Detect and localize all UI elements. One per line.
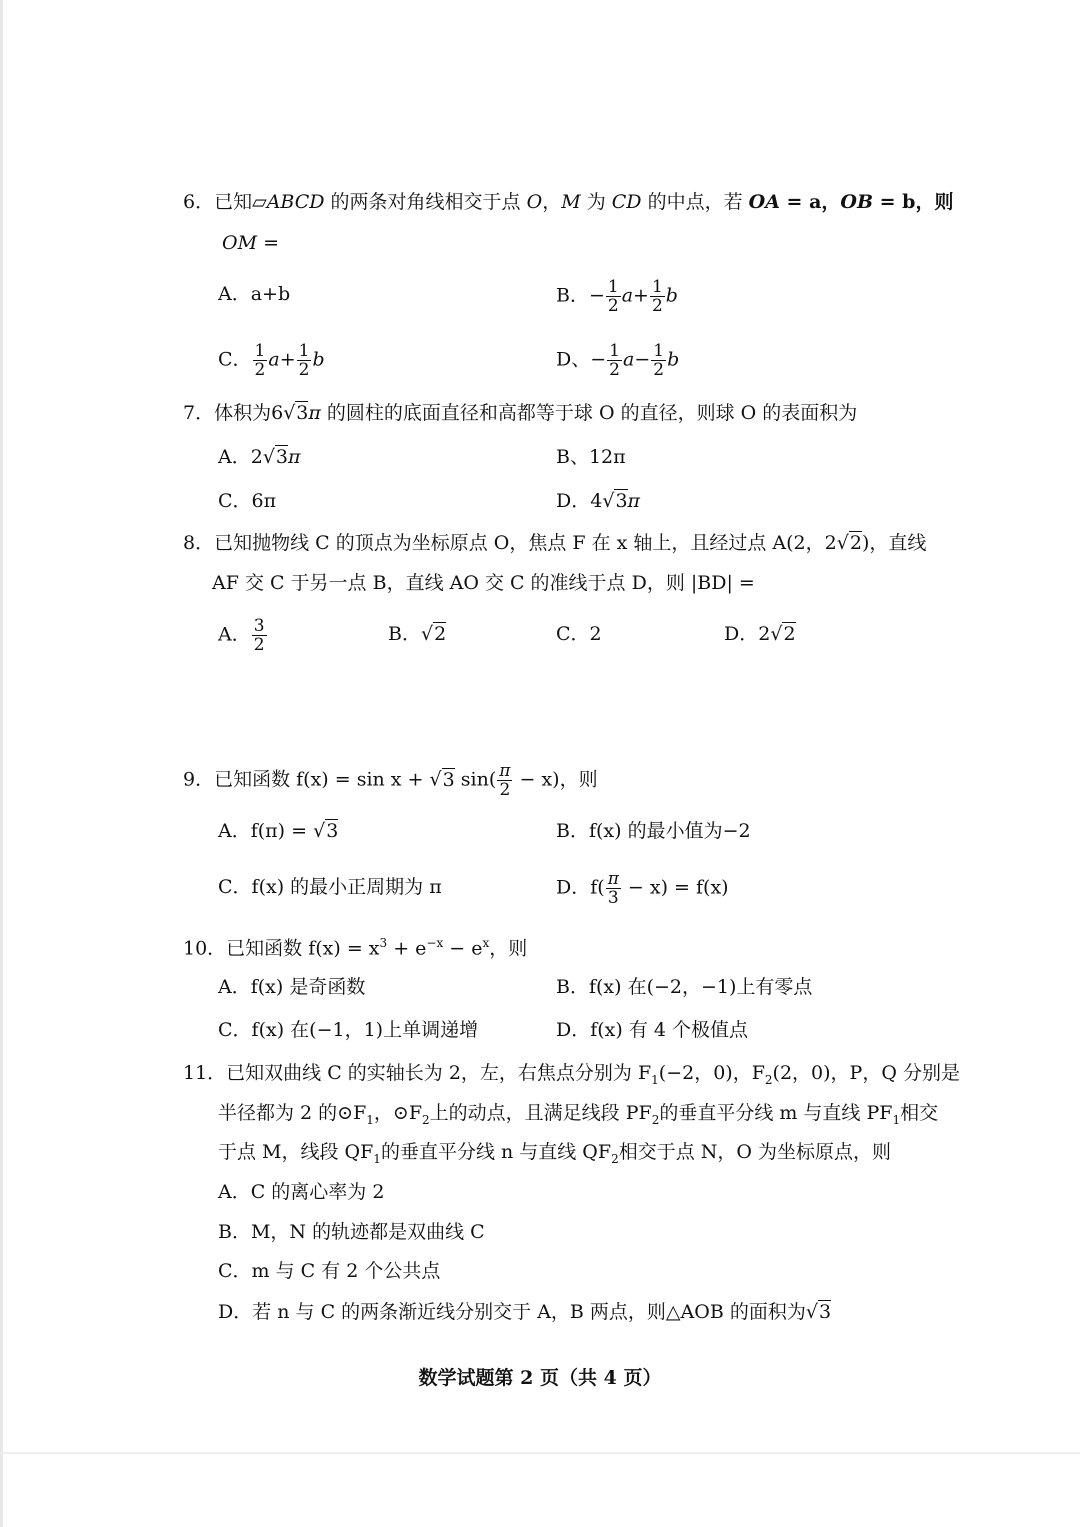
q9-option-a: A．f(π) = √3 xyxy=(218,820,339,842)
q10-option-d: D．f(x) 有 4 个极值点 xyxy=(556,1019,749,1041)
question-8-stem-line2: AF 交 C 于另一点 B，直线 AO 交 C 的准线于点 D，则 |BD| = xyxy=(212,572,755,594)
q11-option-b: B．M，N 的轨迹都是双曲线 C xyxy=(218,1221,485,1243)
q11-option-c: C．m 与 C 有 2 个公共点 xyxy=(218,1260,441,1282)
q7-option-c: C．6π xyxy=(218,490,277,512)
q7-option-a: A．2√3π xyxy=(218,446,301,468)
q10-option-b: B．f(x) 在(−2，−1)上有零点 xyxy=(556,976,813,998)
q9-option-c: C．f(x) 的最小正周期为 π xyxy=(218,876,442,898)
page-left-edge xyxy=(0,0,3,1527)
question-11-stem-line3: 于点 M，线段 $QF_1$的垂直平分线 n 与直线 $QF_2$相交于点 N，O 为坐标原点，则 xyxy=(218,1141,891,1166)
q8-option-a: A． $\frac{3}{2}$ xyxy=(218,616,265,655)
q6-option-c: C． $\frac{1}{2}$ a+ $\frac{1}{2}$ b xyxy=(218,341,325,380)
q10-option-c: C．f(x) 在(−1，1)上单调递增 xyxy=(218,1019,479,1041)
q7-option-d: D．4√3π xyxy=(556,490,641,512)
page-bottom-edge xyxy=(0,1452,1080,1454)
question-9-stem: 9．已知函数 f(x) = sin x + √3 sin( $\frac{\pi}{2}$ − x)，则 xyxy=(183,761,598,800)
q11-option-d: D．若 n 与 C 的两条渐近线分别交于 A，B 两点，则△AOB 的面积为√3 xyxy=(218,1301,832,1323)
q6-option-a: A．a+b xyxy=(218,283,291,305)
q6-option-d: D、− $\frac{1}{2}$ a− $\frac{1}{2}$ b xyxy=(556,341,680,380)
q10-option-a: A．f(x) 是奇函数 xyxy=(218,976,366,998)
question-11-stem-line2: 半径都为 2 的$⊙F_1$，$⊙F_2$上的动点，且满足线段 $PF_2$的垂直平分线 m 与直线 $PF_1$相交 xyxy=(218,1102,939,1127)
q9-option-d: D．f( $\frac{\pi}{3}$ − x) = f(x) xyxy=(556,869,729,908)
question-7-stem: 7．体积为6√3π 的圆柱的底面直径和高都等于球 O 的直径，则球 O 的表面积为 xyxy=(183,402,858,424)
question-6-stem-line2: OM = xyxy=(222,232,279,254)
q6-option-b: B．− $\frac{1}{2}$ a+ $\frac{1}{2}$ b xyxy=(556,277,678,316)
q11-option-a: A．C 的离心率为 2 xyxy=(218,1181,385,1203)
q8-option-c: C．2 xyxy=(556,623,602,645)
question-11-stem: 11．已知双曲线 C 的实轴长为 2，左，右焦点分别为 $F_1(-2$，0)，$F_2(2$，0)，P，Q 分别是 xyxy=(183,1062,960,1087)
q7-option-b: B、12π xyxy=(556,446,626,468)
page-footer: 数学试题第 2 页（共 4 页） xyxy=(418,1367,662,1389)
question-6-stem: 6．已知▱ABCD 的两条对角线相交于点 O，M 为 CD 的中点，若 OA = a，OB = b，则 xyxy=(183,191,954,213)
q8-option-d: D．2√2 xyxy=(724,623,796,645)
q9-option-b: B．f(x) 的最小值为−2 xyxy=(556,820,751,842)
q8-option-b: B．√2 xyxy=(388,623,447,645)
question-8-stem: 8．已知抛物线 C 的顶点为坐标原点 O，焦点 F 在 x 轴上，且经过点 A(2，2√2)，直线 xyxy=(183,532,927,554)
question-10-stem: 10．已知函数 $f(x) = x^3 + e^{-x} - e^x$，则 xyxy=(183,936,528,960)
